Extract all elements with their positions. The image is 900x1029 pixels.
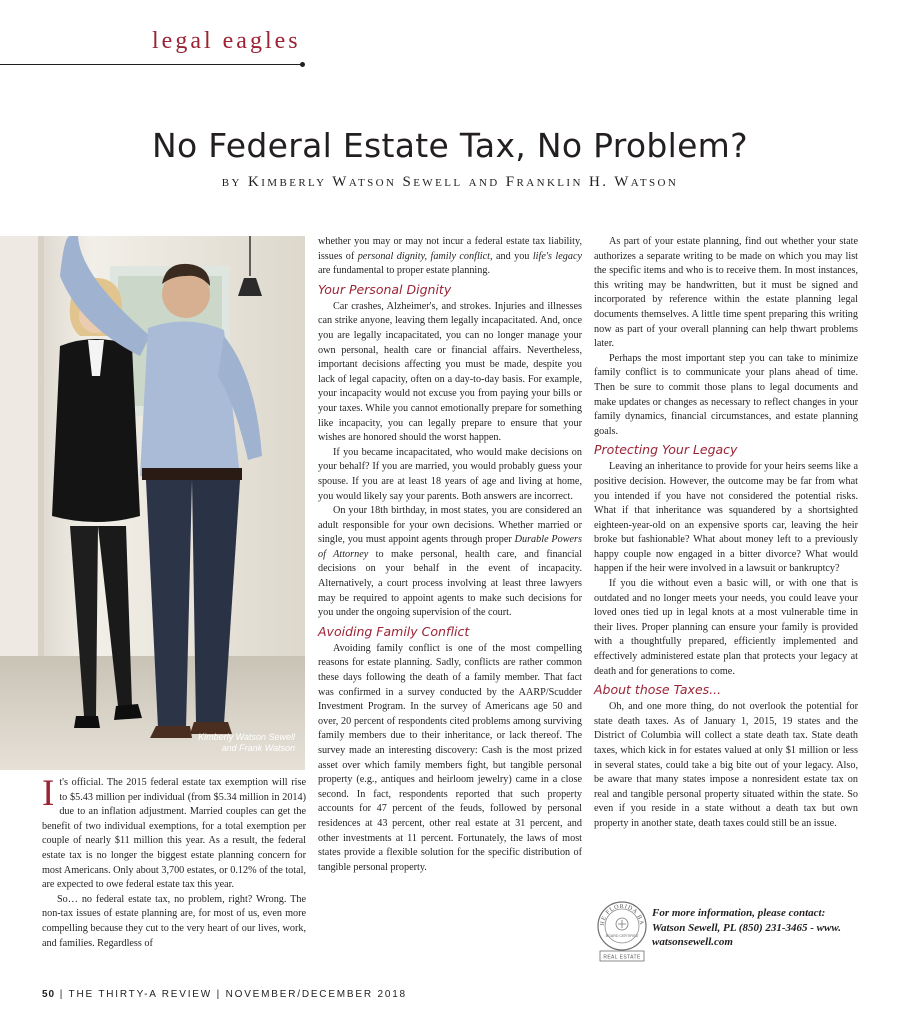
- section-heading-taxes: About those Taxes...: [594, 682, 722, 698]
- section-heading-family-conflict: Avoiding Family Conflict: [318, 623, 470, 639]
- contact-line-3: watsonsewell.com: [652, 936, 733, 948]
- seal-inner-text: BOARD CERTIFIED: [605, 934, 639, 938]
- header-rule: [0, 64, 304, 65]
- footer-separator: |: [59, 989, 65, 1000]
- publication-name: THE THIRTY-A REVIEW: [68, 989, 213, 1000]
- paragraph-text: On your 18th birthday, in most states, you are considered an adult responsible for your own decisions. Whether married or single, you must appoint agents through proper: [318, 505, 582, 546]
- paragraph: As part of your estate planning, find out whether your state authorizes a separate writing to be made on which you may list the specific items and who is to receive them. In most instances, this writing may be handwritten, but it must be signed and incorporated by reference within the estate planning legal documents themselves. A little time spent preparing this writing now as part of your overall planning can help thwart problems later.: [594, 236, 858, 350]
- paragraph: [42, 773, 306, 893]
- issue-date: NOVEMBER/DECEMBER 2018: [225, 989, 407, 1000]
- paragraph: Avoiding family conflict is one of the most compelling reasons for estate planning. Sadly, conflicts are rather common these days following the death of a family member. That fact was confirmed in a survey conducted by the AARP/Scudder Investment Program. In the survey of Americans age 50 and over, 20 percent of respondents cited problems among surviving family members due to their inheritance, or lack thereof. The survey made an interesting discovery: Cash is the most prized asset over which family members fight, but tangible personal property (e.g., antiques and heirloom jewelry) came in a close second. In fact, respondents reported that such property accounts for 47 percent of the feuds, followed by personal residences at 43 percent, other real estate at 31 percent, and other investments at 11 percent. Fortunately, the laws of most states provide a flexible solution for the specific distribution of tangible personal property.: [318, 642, 582, 873]
- florida-bar-seal: [596, 900, 648, 964]
- paragraph-text: are fundamental to proper estate planning.: [318, 265, 490, 277]
- paragraph: If you die without even a basic will, or with one that is outdated and no longer meets your needs, you could leave your loved ones tied up in legal knots at a most vulnerable time in their lives. Proper planning can ensure your family is provided with a thoughtfully prepared, efficiently implemented and effectively administered estate plan that protects your legacy at death and for generations to come.: [594, 578, 858, 677]
- florida-bar-seal-icon: [596, 900, 648, 964]
- paragraph: So… no federal estate tax, no problem, right? Wrong. The non-tax issues of estate planning are, for most of us, even more compelling because they cut to the very heart of our lives, work, and families. Regardless of: [42, 893, 306, 949]
- author-photo: [0, 236, 305, 770]
- photo-caption-line2: and Frank Watson: [221, 743, 295, 753]
- paragraph: Car crashes, Alzheimer's, and strokes. Injuries and illnesses can strike anyone, leaving them legally incapacitated. And, once you are legally incapacitated, you can no longer manage your own personal, health care or financial affairs. Nevertheless, important decisions affecting you must be made, despite you lack of legal capacity, often on a day-to-day basis. For example, your incapacity would not excuse you from paying your bills or your taxes. While you cannot emotionally prepare for something like incapacity, you can legally prepare to ensure that your wishes are honored should the worst happen.: [318, 300, 582, 444]
- page-number: 50: [42, 989, 56, 1000]
- paragraph-text: and you: [492, 250, 533, 262]
- paragraph: Perhaps the most important step you can take to minimize family conflict is to communicate your plans ahead of time. Then be sure to commit those plans to legal documents and make updates or changes as necessary to reflect changes in your family dynamics, financial circumstances, and estate planning goals.: [594, 352, 858, 437]
- article-byline: by Kimberly Watson Sewell and Franklin H. Watson: [221, 174, 679, 190]
- article-column-3: [594, 235, 858, 832]
- author-photo-illustration: [0, 236, 305, 770]
- paragraph: [318, 504, 582, 621]
- photo-caption: [150, 732, 295, 754]
- contact-info: [652, 906, 860, 950]
- paragraph: If you became incapacitated, who would make decisions on your behalf? If you are married, you would probably guess your spouse. If you are at least 18 years of age and living at home, you would likely say your parents. Both answers are incorrect.: [318, 446, 582, 502]
- section-heading-personal-dignity: Your Personal Dignity: [318, 281, 452, 297]
- photo-caption-line1: Kimberly Watson Sewell: [198, 732, 295, 742]
- seal-arc-text: HE FLORIDA BA: [599, 903, 645, 927]
- section-label: legal eagles: [152, 28, 301, 54]
- paragraph: Oh, and one more thing, do not overlook the potential for state death taxes. As of January 1, 2015, 19 states and the District of Columbia will collect a state death tax. State death taxes, which kick in for estates valued at only $1 million or less in several states, could take a big bite out of your legacy. Also, be aware that many states impose a nonresident estate tax on real and tangible personal property situated within the state. So even if you reside in a state without a death tax but own property in another state, death taxes could still be an issue.: [594, 701, 858, 829]
- footer-separator: |: [216, 989, 222, 1000]
- page-footer: [42, 989, 642, 1000]
- header-rule-dot: [300, 62, 305, 67]
- article-headline: No Federal Estate Tax, No Problem?: [152, 126, 748, 165]
- paragraph: Leaving an inheritance to provide for your heirs seems like a positive decision. However, the outcome may be far from what you intended if you have not considered the potential risks. What if that inheritance was squandered by a shortsighted eighteen-year-old on an expensive sports car, leaving the heir broke but fashionable? What about money left to a previously happy couple now engaged in a bitter divorce? What would happen if the heir were involved in a lawsuit or bankruptcy?: [594, 461, 858, 575]
- paragraph-text: t's official. The 2015 federal estate tax exemption will rise to $5.43 million per individual (from $5.34 million in 2014) due to an inflation adjustment. Married couples can get the benefit of two individual exemptions, for a total exemption per couple of nearly $11 million this year. As a result, the federal estate tax is no longer the biggest estate planning concern for most Americans. Only about 3,700 estates, or 0.12% of the total, are expected to owe federal estate tax this year.: [42, 777, 306, 891]
- article-column-2: [318, 235, 582, 875]
- seal-ribbon-text: REAL ESTATE: [603, 954, 641, 961]
- article-column-1: [42, 773, 306, 951]
- paragraph-text: whether you may or may not incur a federal estate tax liability, issues of: [318, 236, 582, 262]
- paragraph: [318, 235, 582, 279]
- paragraph-text: to make personal, health care, and financial decisions on your behalf in the event of incapacity. Alternatively, a court process involving at least three lawyers may be required to appoint agents to make such decisions for you under the ongoing supervision of the court.: [318, 548, 582, 619]
- emphasis-text: personal dignity, family conflict,: [357, 250, 493, 262]
- emphasis-text: life's legacy: [532, 250, 583, 262]
- contact-line-2: Watson Sewell, PL (850) 231-3465 - www.: [652, 921, 842, 934]
- emphasis-text: Durable Powers of Attorney: [318, 534, 582, 560]
- section-heading-protecting-legacy: Protecting Your Legacy: [594, 442, 738, 458]
- contact-line-1: For more information, please contact:: [652, 907, 826, 919]
- drop-cap: I: [42, 773, 55, 814]
